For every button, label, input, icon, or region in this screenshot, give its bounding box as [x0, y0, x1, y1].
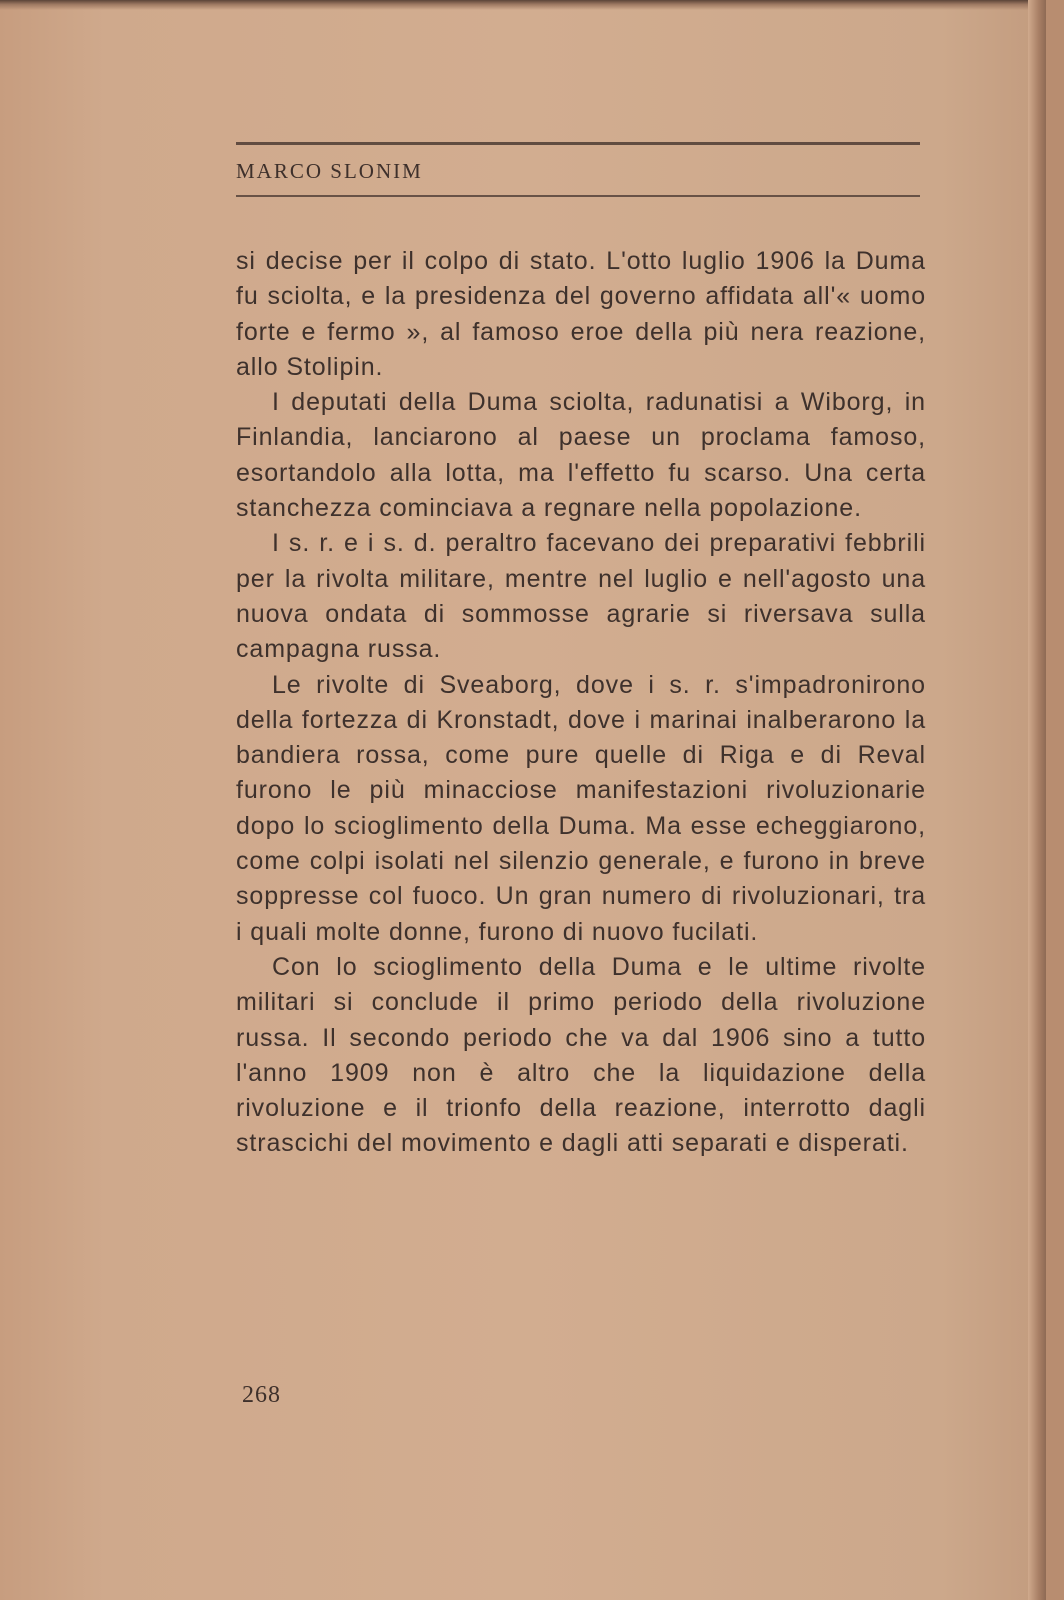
paragraph: Le rivolte di Sveaborg, dove i s. r. s'impadronirono della fortezza di Kronstadt, dove i marinai inalberarono la bandiera rossa, come pure quelle di Riga e di Reval furono le più minacciose manifestazioni rivoluzionarie dopo lo scioglimento della Duma. Ma esse echeggiarono, come colpi isolati nel silenzio generale, e furono in breve soppresse col fuoco. Un gran numero di rivoluzionari, tra i quali molte donne, furono di nuovo fucilati.	[236, 670, 926, 946]
paragraph: I s. r. e i s. d. peraltro facevano dei preparativi febbrili per la rivolta militare, mentre nel luglio e nell'agosto una nuova ondata di sommosse agrarie si riversava sulla campagna russa.	[236, 529, 926, 664]
body-text	[236, 244, 926, 1162]
page-right-edge	[1028, 0, 1046, 1600]
page-header	[236, 142, 920, 197]
paragraph: I deputati della Duma sciolta, radunatisi a Wiborg, in Finlandia, lanciarono al paese un proclama famoso, esortandolo alla lotta, ma l'effetto fu scarso. Una certa stanchezza cominciava a regnare nella popolazione.	[236, 388, 926, 523]
header-rule-bottom	[236, 195, 920, 197]
page-number: 268	[242, 1382, 281, 1408]
running-head: MARCO SLONIM	[236, 159, 423, 183]
paragraph: si decise per il colpo di stato. L'otto luglio 1906 la Duma fu sciolta, e la presidenza del governo affidata all'« uomo forte e fermo », al famoso eroe della più nera reazione, allo Stolipin.	[236, 247, 926, 381]
page-top-edge	[0, 0, 1046, 10]
paragraph: Con lo scioglimento della Duma e le ultime rivolte militari si conclude il primo periodo della rivoluzione russa. Il secondo periodo che va dal 1906 sino a tutto l'anno 1909 non è altro che la liquidazione della rivoluzione e il trionfo della reazione, interrotto dagli strascichi del movimento e dagli atti separati e disperati.	[236, 952, 926, 1158]
header-rule-top	[236, 142, 920, 145]
